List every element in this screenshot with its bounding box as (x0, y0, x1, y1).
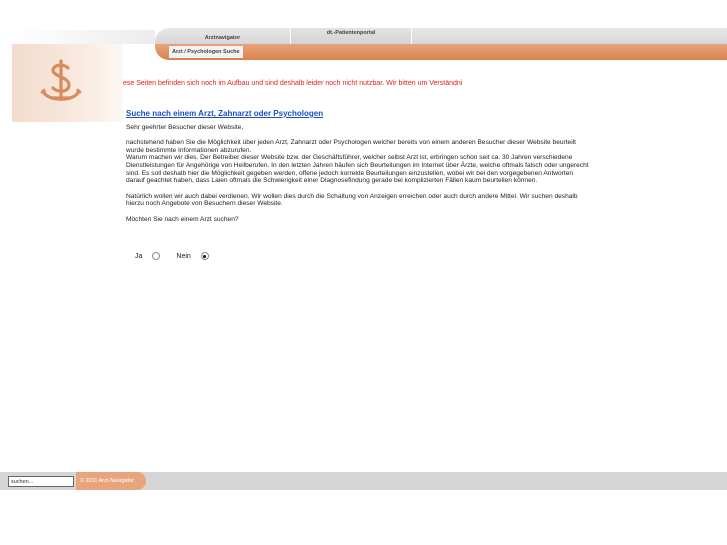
revenue-paragraph: Natürlich wollen wir auch dabei verdienen. Wir wollen dies durch die Schaltung von Anzeigen erreichen oder auch durch andere Mittel. Wir suchen deshalb hierzu noch Angebote von Besuchern dieser Website. (126, 192, 578, 208)
header-left-fade (12, 30, 155, 44)
reason-paragraph: Warum machen wir dies. Der Betreiber dieser Website bzw. der Geschäftsführer, welcher selbst Arzt ist, erbringen schon seit ca. 30 Jahren verschiedene Dienstleistungen für Angehörige von Heilberufen. In den letzten Jahren häufen sich Beurteilungen im Internet über Ärzte, welche oftmals falsch oder ungerecht sind. Es soll deshalb hier die Möglichkeit gegeben werden, offene jedoch korrekte Beurteilungen einzustellen, wobei wir bei den vorgegebenen Antworten darauf geachtet haben, dass Laien oftmals die Schwierigkeit einer Diagnosefindung gerade bei komplizierten Fällen kaum beurteilen können. (126, 154, 589, 185)
dollar-anchor-icon (38, 58, 84, 108)
main-content (126, 110, 592, 232)
option-ja-label: Ja (135, 252, 143, 260)
subtab-arzt-psychologen-suche[interactable]: Arzt / Psychologen Suche (169, 46, 243, 58)
intro-paragraph: nachstehend haben Sie die Möglichkeit über jeden Arzt, Zahnarzt oder Psychologen welcher bereits von einem anderen Besucher dieser Website beurteilt wurde bestimmte Informationen abzurufen. (126, 139, 576, 154)
option-nein-label: Nein (176, 252, 191, 260)
search-question: Möchten Sie nach einem Arzt suchen? (126, 215, 239, 223)
search-choice-group (135, 252, 225, 260)
option-nein-radio[interactable] (201, 252, 209, 260)
construction-notice: ese Seiten befinden sich noch im Aufbau und sind deshalb leider noch nicht nutzbar. Wir bitten um Verständni (123, 80, 463, 87)
copyright-label: © 2011 Arzt-Navigator (76, 472, 146, 490)
header-bar-filler (412, 28, 727, 44)
footer-search-input[interactable] (8, 476, 74, 487)
greeting-text: Sehr geehrter Besucher dieser Website, (126, 123, 244, 131)
tab-patientenportal[interactable]: dt.-Patientenportal (291, 28, 411, 44)
option-ja-radio[interactable] (152, 252, 160, 260)
search-heading-link[interactable]: Suche nach einem Arzt, Zahnarzt oder Psychologen (126, 109, 324, 118)
tab-arztnavigator[interactable]: Arztnavigator (155, 28, 290, 44)
